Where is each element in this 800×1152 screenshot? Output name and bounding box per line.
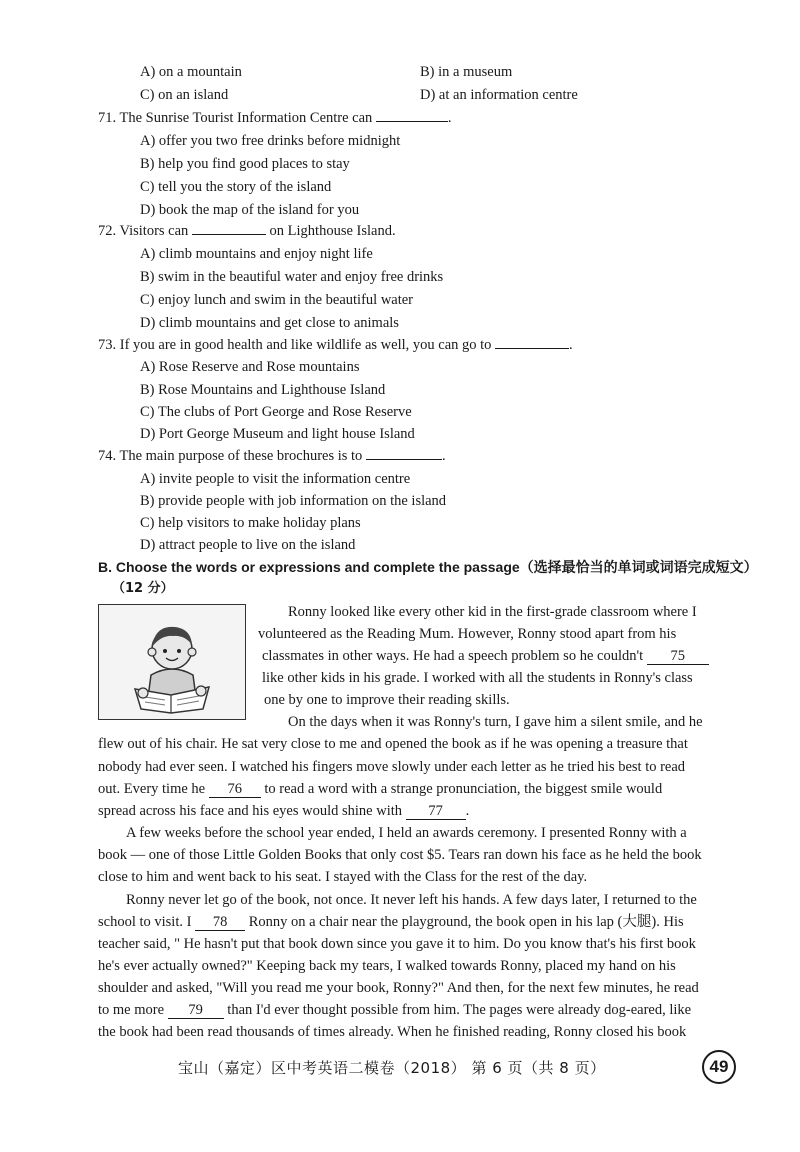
q71-option-c: C) tell you the story of the island xyxy=(140,179,332,195)
option-b: B) in a museum xyxy=(420,64,513,80)
passage-line: book — one of those Little Golden Books that only cost $5. Tears ran down his face as he held the book xyxy=(98,847,702,863)
passage-line xyxy=(98,999,691,1021)
passage-line: nobody had ever seen. I watched his fingers move slowly under each letter as he tried his best to read xyxy=(98,759,686,775)
passage-line: the book had been read thousands of times already. When he finished reading, Ronny closed his book xyxy=(98,1024,687,1040)
passage-line xyxy=(262,645,709,667)
passage-line xyxy=(98,800,469,822)
passage-text: school to visit. I xyxy=(98,914,192,930)
option-c: C) on an island xyxy=(140,87,229,103)
q73-option-b: B) Rose Mountains and Lighthouse Island xyxy=(140,382,386,398)
question-72 xyxy=(98,221,396,241)
passage-text: . xyxy=(465,803,470,819)
passage-text: to me more xyxy=(98,1002,165,1018)
question-72-stem-pre: 72. Visitors can xyxy=(98,223,189,239)
passage-line: shoulder and asked, "Will you read me your book, Ronny?" And then, for the next few minutes, he read xyxy=(98,980,699,996)
passage-line: volunteered as the Reading Mum. However, Ronny stood apart from his xyxy=(258,626,677,642)
q74-option-c: C) help visitors to make holiday plans xyxy=(140,515,361,531)
passage-line xyxy=(98,911,684,933)
q71-option-b: B) help you find good places to stay xyxy=(140,156,350,172)
q74-option-b: B) provide people with job information on the island xyxy=(140,493,447,509)
passage-line: Ronny looked like every other kid in the first-grade classroom where I xyxy=(288,604,697,620)
option-d: D) at an information centre xyxy=(420,87,578,103)
q73-option-d: D) Port George Museum and light house Island xyxy=(140,426,415,442)
question-74-stem: 74. The main purpose of these brochures is to xyxy=(98,448,363,464)
page-footer: 宝山（嘉定）区中考英语二模卷（2018） 第 6 页（共 8 页） xyxy=(178,1059,606,1077)
passage-line: On the days when it was Ronny's turn, I gave him a silent smile, and he xyxy=(288,714,703,730)
passage-text: spread across his face and his eyes would shine with xyxy=(98,803,403,819)
passage-text: Ronny on a chair near the playground, the book open in his lap (大腿). His xyxy=(248,914,684,930)
passage-line: like other kids in his grade. I worked with all the students in Ronny's class xyxy=(262,670,693,686)
question-71-end: . xyxy=(447,110,452,126)
answer-blank xyxy=(366,459,442,460)
blank-79: 79 xyxy=(168,1002,224,1019)
answer-blank xyxy=(495,348,569,349)
answer-blank xyxy=(192,234,266,235)
passage-text: classmates in other ways. He had a speech problem so he couldn't xyxy=(262,648,644,664)
question-71 xyxy=(98,108,452,128)
blank-76: 76 xyxy=(209,781,261,798)
section-b-title: B. Choose the words or expressions and complete the passage（选择最恰当的单词或词语完成短文） xyxy=(98,559,758,575)
q73-option-a: A) Rose Reserve and Rose mountains xyxy=(140,359,360,375)
q74-option-a: A) invite people to visit the information centre xyxy=(140,471,411,487)
question-73-stem: 73. If you are in good health and like wildlife as well, you can go to xyxy=(98,337,492,353)
q71-option-a: A) offer you two free drinks before midnight xyxy=(140,133,401,149)
passage-text: out. Every time he xyxy=(98,781,206,797)
question-73 xyxy=(98,335,573,355)
blank-75: 75 xyxy=(647,648,709,665)
passage-line: close to him and went back to his seat. I stayed with the Class for the rest of the day. xyxy=(98,869,588,885)
question-71-stem: 71. The Sunrise Tourist Information Centre can xyxy=(98,110,373,126)
passage-line: teacher said, " He hasn't put that book down since you gave it to him. Do you know that's his first book xyxy=(98,936,696,952)
passage-line: flew out of his chair. He sat very close to me and opened the book as if he was opening a treasure that xyxy=(98,736,688,752)
passage-line xyxy=(98,778,662,800)
passage-line: A few weeks before the school year ended, I held an awards ceremony. I presented Ronny with a xyxy=(126,825,687,841)
q72-option-a: A) climb mountains and enjoy night life xyxy=(140,246,373,262)
section-b-score: （12 分） xyxy=(112,581,174,596)
passage-line: Ronny never let go of the book, not once. It never left his hands. A few days later, I returned to the xyxy=(126,892,697,908)
q73-option-c: C) The clubs of Port George and Rose Reserve xyxy=(140,404,412,420)
blank-77: 77 xyxy=(406,803,466,820)
boy-reading-illustration xyxy=(98,604,246,720)
passage-text: than I'd ever thought possible from him. The pages were already dog-eared, like xyxy=(227,1002,692,1018)
passage-line: one by one to improve their reading skills. xyxy=(264,692,510,708)
question-72-stem-post: on Lighthouse Island. xyxy=(269,223,396,239)
passage-line: he's ever actually owned?" Keeping back my tears, I walked towards Ronny, placed my hand on his xyxy=(98,958,676,974)
passage-text: to read a word with a strange pronunciation, the biggest smile would xyxy=(264,781,663,797)
q72-option-c: C) enjoy lunch and swim in the beautiful water xyxy=(140,292,414,308)
question-74-end: . xyxy=(441,448,446,464)
question-73-end: . xyxy=(569,337,573,353)
answer-blank xyxy=(376,121,448,122)
q74-option-d: D) attract people to live on the island xyxy=(140,537,356,553)
q72-option-b: B) swim in the beautiful water and enjoy free drinks xyxy=(140,269,444,285)
boy-reading-icon xyxy=(99,605,245,719)
q72-option-d: D) climb mountains and get close to animals xyxy=(140,315,399,331)
q71-option-d: D) book the map of the island for you xyxy=(140,202,360,218)
option-a: A) on a mountain xyxy=(140,64,242,80)
blank-78: 78 xyxy=(195,914,245,931)
page-number-badge: 49 xyxy=(702,1050,736,1084)
question-74 xyxy=(98,446,446,466)
